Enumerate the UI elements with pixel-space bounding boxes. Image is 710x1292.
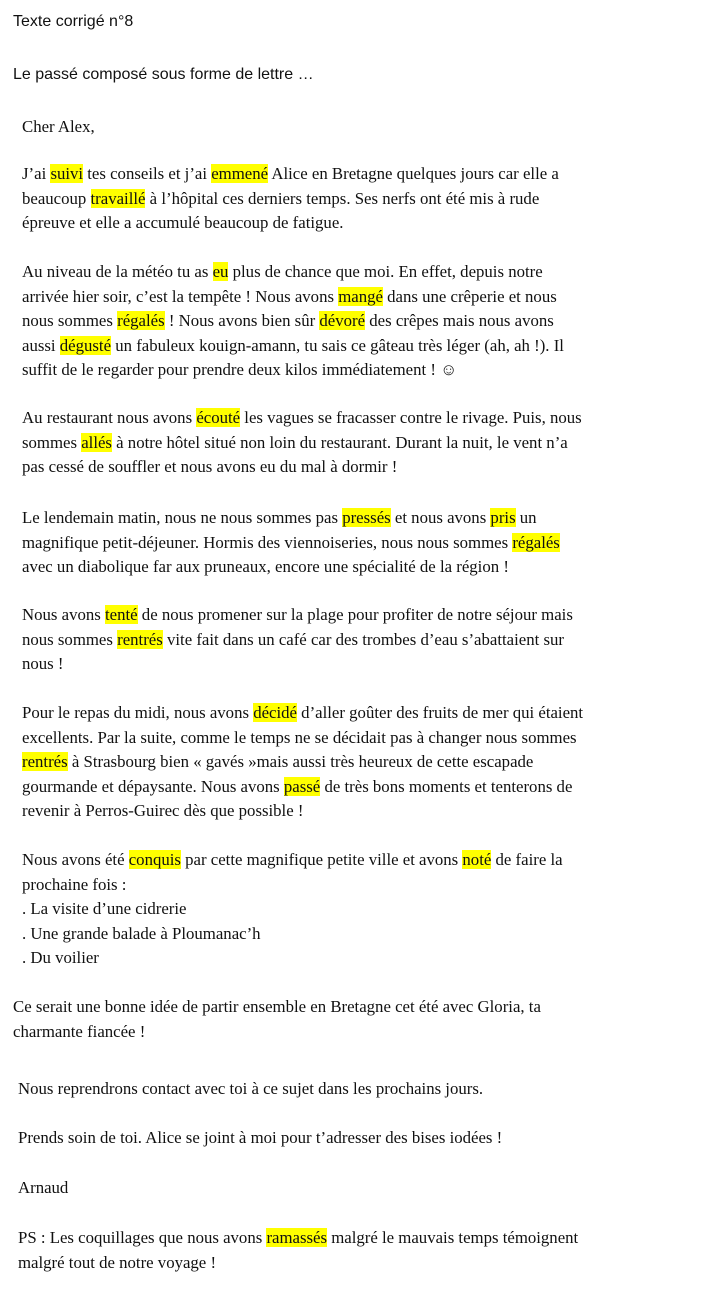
highlighted-verb: suivi xyxy=(50,164,84,183)
text-line xyxy=(22,652,573,677)
highlighted-verb: régalés xyxy=(512,532,560,552)
text-segment: . La visite d’une cidrerie xyxy=(22,899,187,918)
highlighted-verb: régalés xyxy=(117,311,165,330)
text-segment: sommes xyxy=(22,432,82,452)
signature xyxy=(18,1176,68,1201)
text-line xyxy=(22,726,583,751)
text-line xyxy=(22,922,563,947)
text-segment: malgré le mauvais temps témoignent xyxy=(327,1228,579,1247)
paragraph-weather xyxy=(22,260,564,383)
text-segment: un fabuleux kouign-amann, tu sais ce gâteau très léger (ah, ah !). Il xyxy=(111,335,564,355)
paragraph-beach xyxy=(22,603,573,677)
highlighted-verb: tenté xyxy=(104,605,138,624)
text-segment: des crêpes mais nous avons xyxy=(365,311,554,330)
text-segment: pas cessé de souffler et nous avons eu du mal à dormir ! xyxy=(22,457,398,476)
text-segment: à l’hôpital ces derniers temps. Ses nerfs ont été mis à rude xyxy=(145,188,540,208)
text-line xyxy=(22,260,564,285)
text-line xyxy=(22,628,573,653)
paragraph-closing xyxy=(18,1126,502,1151)
text-segment: Le lendemain matin, nous ne nous sommes pas xyxy=(22,508,343,527)
postscript xyxy=(18,1226,578,1275)
text-segment: Pour le repas du midi, nous avons xyxy=(22,703,254,722)
highlighted-verb: dégusté xyxy=(59,335,112,355)
text-line xyxy=(13,995,541,1020)
highlighted-verb: travaillé xyxy=(90,188,146,208)
text-line xyxy=(18,1226,578,1251)
text-segment: Au niveau de la météo tu as xyxy=(22,262,213,281)
text-segment: arrivée hier soir, c’est la tempête ! Nous avons xyxy=(22,286,339,306)
document-subtitle: Le passé composé sous forme de lettre … xyxy=(13,66,314,83)
highlighted-verb: mangé xyxy=(338,286,383,306)
text-line xyxy=(22,531,560,556)
text-line xyxy=(22,187,559,212)
text-segment: Ce serait une bonne idée de partir ensemble en Bretagne cet été avec Gloria, ta xyxy=(13,997,541,1016)
text-line xyxy=(22,555,560,580)
text-line xyxy=(22,162,559,187)
text-line xyxy=(13,1020,541,1045)
text-line xyxy=(22,897,563,922)
text-segment: prochaine fois : xyxy=(22,874,127,894)
paragraph-lunch xyxy=(22,701,583,824)
paragraph-invitation xyxy=(13,995,541,1044)
highlighted-verb: eu xyxy=(212,262,229,281)
text-segment: . Une grande balade à Ploumanac’h xyxy=(22,923,261,943)
text-line xyxy=(22,431,582,456)
text-segment: par cette magnifique petite ville et avons xyxy=(180,850,463,869)
text-segment: Nous avons été xyxy=(22,850,129,869)
text-line xyxy=(22,211,559,236)
text-segment: PS : Les coquillages que nous avons xyxy=(18,1228,267,1247)
text-segment: d’aller goûter des fruits de mer qui étaient xyxy=(296,703,584,722)
text-segment: dans une crêperie et nous xyxy=(382,286,557,306)
text-segment: nous sommes xyxy=(22,311,118,330)
text-line xyxy=(22,309,564,334)
text-line xyxy=(22,506,560,531)
text-segment: les vagues se fracasser contre le rivage. Puis, nous xyxy=(240,408,582,427)
highlighted-verb: décidé xyxy=(253,703,297,722)
text-line xyxy=(22,873,563,898)
text-segment: et nous avons xyxy=(390,508,491,527)
text-line xyxy=(18,1251,578,1276)
text-segment: nous ! xyxy=(22,654,64,673)
text-segment: avec un diabolique far aux pruneaux, encore une spécialité de la région ! xyxy=(22,557,509,576)
text-line xyxy=(22,334,564,359)
highlighted-verb: allés xyxy=(81,432,112,452)
text-line xyxy=(22,775,583,800)
text-line xyxy=(22,406,582,431)
text-segment: magnifique petit-déjeuner. Hormis des viennoiseries, nous nous sommes xyxy=(22,532,513,552)
text-segment: un xyxy=(515,508,537,527)
text-line xyxy=(18,1176,68,1201)
document-title: Texte corrigé n°8 xyxy=(13,13,134,30)
text-segment: ! Nous avons bien sûr xyxy=(164,311,320,330)
text-segment: beaucoup xyxy=(22,188,91,208)
text-segment: vite fait dans un café car des trombes d’eau s’abattaient sur xyxy=(162,629,564,649)
paragraph-plans xyxy=(22,848,563,971)
paragraph-restaurant xyxy=(22,406,582,480)
text-segment: Nous reprendrons contact avec toi à ce sujet dans les prochains jours. xyxy=(18,1079,484,1098)
text-segment: à notre hôtel situé non loin du restaurant. Durant la nuit, le vent n’a xyxy=(111,432,568,452)
text-segment: Nous avons xyxy=(22,605,105,624)
text-line xyxy=(18,1126,502,1151)
text-line xyxy=(18,1077,483,1102)
text-line xyxy=(22,701,583,726)
highlighted-verb: conquis xyxy=(128,850,181,869)
letter-greeting: Cher Alex, xyxy=(22,117,95,136)
paragraph-breakfast xyxy=(22,506,560,580)
highlighted-verb: ramassés xyxy=(266,1228,328,1247)
paragraph-intro xyxy=(22,162,559,236)
text-line xyxy=(22,603,573,628)
text-segment: plus de chance que moi. En effet, depuis notre xyxy=(228,262,543,281)
text-segment: aussi xyxy=(22,335,60,355)
text-line xyxy=(22,358,564,383)
text-segment: de très bons moments et tenterons de xyxy=(320,776,573,796)
text-segment: tes conseils et j’ai xyxy=(83,164,212,183)
text-segment: J’ai xyxy=(22,164,51,183)
text-segment: épreuve et elle a accumulé beaucoup de fatigue. xyxy=(22,213,344,232)
text-segment: Prends soin de toi. Alice se joint à moi pour t’adresser des bises iodées ! xyxy=(18,1128,503,1147)
text-segment: nous sommes xyxy=(22,629,118,649)
text-segment: gourmande et dépaysante. Nous avons xyxy=(22,776,284,796)
highlighted-verb: rentrés xyxy=(117,629,163,649)
text-segment: à Strasbourg bien « gavés »mais aussi très heureux de cette escapade xyxy=(67,752,534,771)
text-segment: suffit de le regarder pour prendre deux kilos immédiatement ! ☺ xyxy=(22,360,458,379)
text-segment: malgré tout de notre voyage ! xyxy=(18,1252,217,1272)
text-segment: . Du voilier xyxy=(22,948,99,967)
text-line xyxy=(22,285,564,310)
highlighted-verb: pris xyxy=(490,508,516,527)
text-segment: Arnaud xyxy=(18,1178,69,1197)
text-line xyxy=(22,799,583,824)
paragraph-contact xyxy=(18,1077,483,1102)
highlighted-verb: rentrés xyxy=(22,752,68,771)
text-line xyxy=(22,455,582,480)
highlighted-verb: pressés xyxy=(342,508,391,527)
highlighted-verb: noté xyxy=(462,850,492,869)
text-segment: excellents. Par la suite, comme le temps ne se décidait pas à changer nous sommes xyxy=(22,727,577,747)
text-segment: Alice en Bretagne quelques jours car elle a xyxy=(268,164,559,183)
highlighted-verb: dévoré xyxy=(319,311,366,330)
text-segment: de faire la xyxy=(491,850,563,869)
text-segment: Au restaurant nous avons xyxy=(22,408,197,427)
text-line xyxy=(22,848,563,873)
highlighted-verb: passé xyxy=(283,776,321,796)
highlighted-verb: emmené xyxy=(211,164,269,183)
highlighted-verb: écouté xyxy=(196,408,241,427)
text-line xyxy=(22,750,583,775)
text-segment: charmante fiancée ! xyxy=(13,1021,146,1041)
text-line xyxy=(22,946,563,971)
text-segment: revenir à Perros-Guirec dès que possible ! xyxy=(22,801,304,820)
text-segment: de nous promener sur la plage pour profiter de notre séjour mais xyxy=(137,605,573,624)
